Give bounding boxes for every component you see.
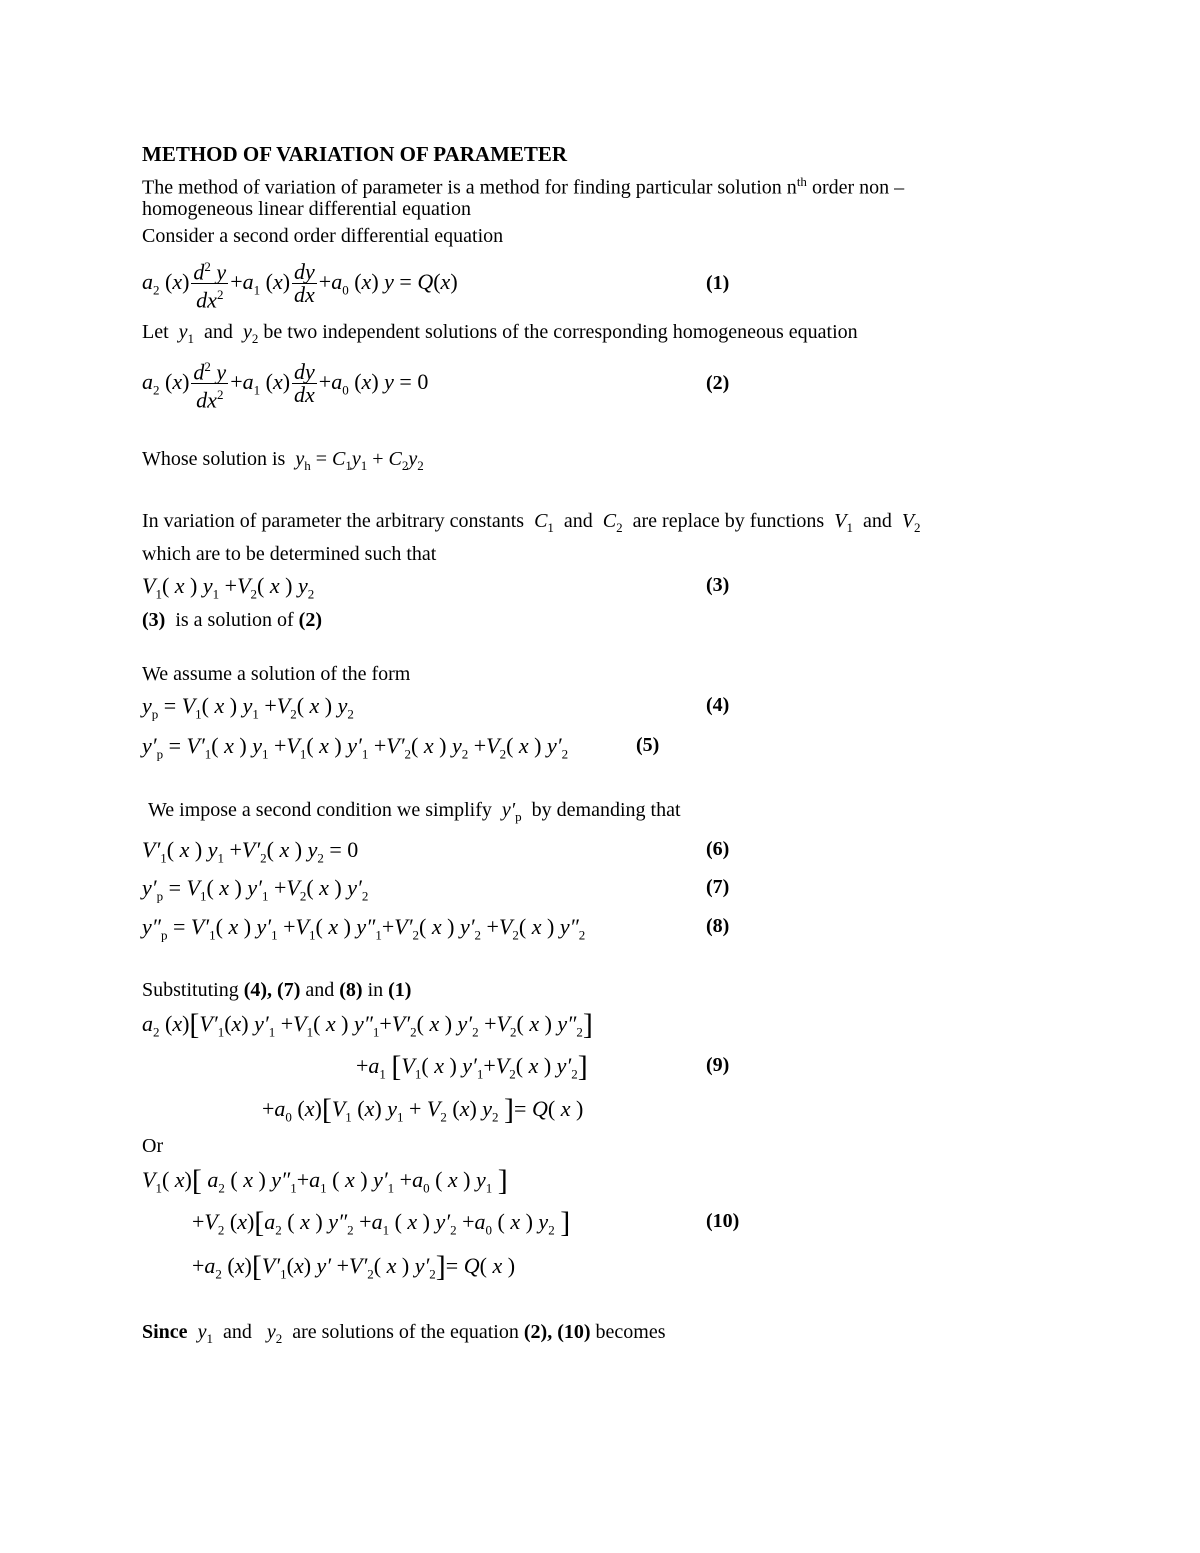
equation-9-line-1: $a_2$ $(x)[V'_1(x)$ $y'_1 +V_1$( x ) $y''_1+V'_2$( x ) $y'_2 +V_2$( x ) $y''_2$] <box>142 1008 593 1041</box>
since-line: Since $y_1$ and $y_2$ are solutions of the equation (2), (10) becomes <box>142 1321 666 1346</box>
intro-line-2: homogeneous linear differential equation <box>142 198 471 220</box>
equation-label-10: (10) <box>706 1210 740 1232</box>
intro-line-3: Consider a second order differential equation <box>142 225 504 247</box>
equation-4: $y_p = V_1$( x ) $y_1 +V_2$( x ) $y_2$ <box>142 693 354 722</box>
equation-label-3: (3) <box>706 574 730 596</box>
whose-solution-line: Whose solution is $y_h = C_1y_1 + C_2y_2$ <box>142 448 424 473</box>
equation-10-line-3: $+a_2$ $(x)[V'_1(x)$ $y' +V'_2$( x ) $y'_2]= Q$( x ) <box>192 1250 516 1283</box>
equation-6: $V'_1$( x ) $y_1 +V'_2$( x ) $y_2 = 0$ <box>142 837 359 866</box>
intro-line-1: The method of variation of parameter is a method for finding particular solution $n^{th}$ order non – <box>142 174 905 199</box>
equation-7: $y'_p = V_1$( x ) $y'_1 +V_2$( x ) $y'_2$ <box>142 875 369 904</box>
impose-line: We impose a second condition we simplify $y'_p$ by demanding that <box>148 799 681 824</box>
substituting-line: Substituting (4), (7) and (8) in (1) <box>142 979 412 1001</box>
equation-9-line-2: $+a_1$ [$V_1$( x ) $y'_1+V_2$( x ) $y'_2$] <box>356 1050 588 1083</box>
let-line: Let $y_1$ and $y_2$ be two independent solutions of the corresponding homogeneous equation <box>142 321 858 346</box>
equation-label-8: (8) <box>706 915 730 937</box>
equation-label-6: (6) <box>706 838 730 860</box>
equation-1: $a_2$ (x) $\frac{d^2 y}{dx^2}$ $+a_1$ (x) $\frac{dy}{dx}$ $+a_0$ (x) y = Q(x) <box>142 256 458 312</box>
equation-label-4: (4) <box>706 694 730 716</box>
equation-label-9: (9) <box>706 1054 730 1076</box>
variation-line-2: which are to be determined such that <box>142 543 437 565</box>
equation-5: $y'_p = V'_1$( x ) $y_1 +V_1$( x ) $y'_1 +V'_2$( x ) $y_2 +V_2$( x ) $y'_2$ <box>142 733 569 762</box>
equation-2: $a_2$ (x) $\frac{d^2 y}{dx^2}$ $+a_1$ (x) $\frac{dy}{dx}$ $+a_0$ (x) y = 0 <box>142 356 428 412</box>
equation-label-5: (5) <box>636 734 660 756</box>
equation-label-1: (1) <box>706 272 730 294</box>
solution-statement: (3) is a solution of (2) <box>142 609 322 631</box>
equation-label-7: (7) <box>706 876 730 898</box>
equation-10-line-1: $V_1$( x)[ $a_2$ ( x ) $y''_1+a_1$ ( x ) $y'_1 +a_0$ ( x ) $y_1$ ] <box>142 1164 508 1197</box>
equation-label-2: (2) <box>706 372 730 394</box>
page-title: METHOD OF VARIATION OF PARAMETER <box>142 142 568 166</box>
equation-3: $V_1$( x ) $y_1 +V_2$( x ) $y_2$ <box>142 573 315 602</box>
or-line: Or <box>142 1135 164 1157</box>
variation-line-1: In variation of parameter the arbitrary constants $C_1$ and $C_2$ are replace by functions $V_1$ and $V_2$ <box>142 510 921 535</box>
equation-8: $y''_p = V'_1$( x ) $y'_1 +V_1$( x ) $y''_1+V'_2$( x ) $y'_2 +V_2$( x ) $y''_2$ <box>142 914 586 943</box>
assume-line: We assume a solution of the form <box>142 663 411 685</box>
equation-9-line-3: $+a_0$ $(x)[V_1$ (x) $y_1 + V_2$ (x) $y_2$ ]= Q( x ) <box>262 1093 584 1126</box>
equation-10-line-2: $+V_2$ $(x)[a_2$ ( x ) $y''_2 +a_1$ ( x ) $y'_2 +a_0$ ( x ) $y_2$ ] <box>192 1206 571 1239</box>
